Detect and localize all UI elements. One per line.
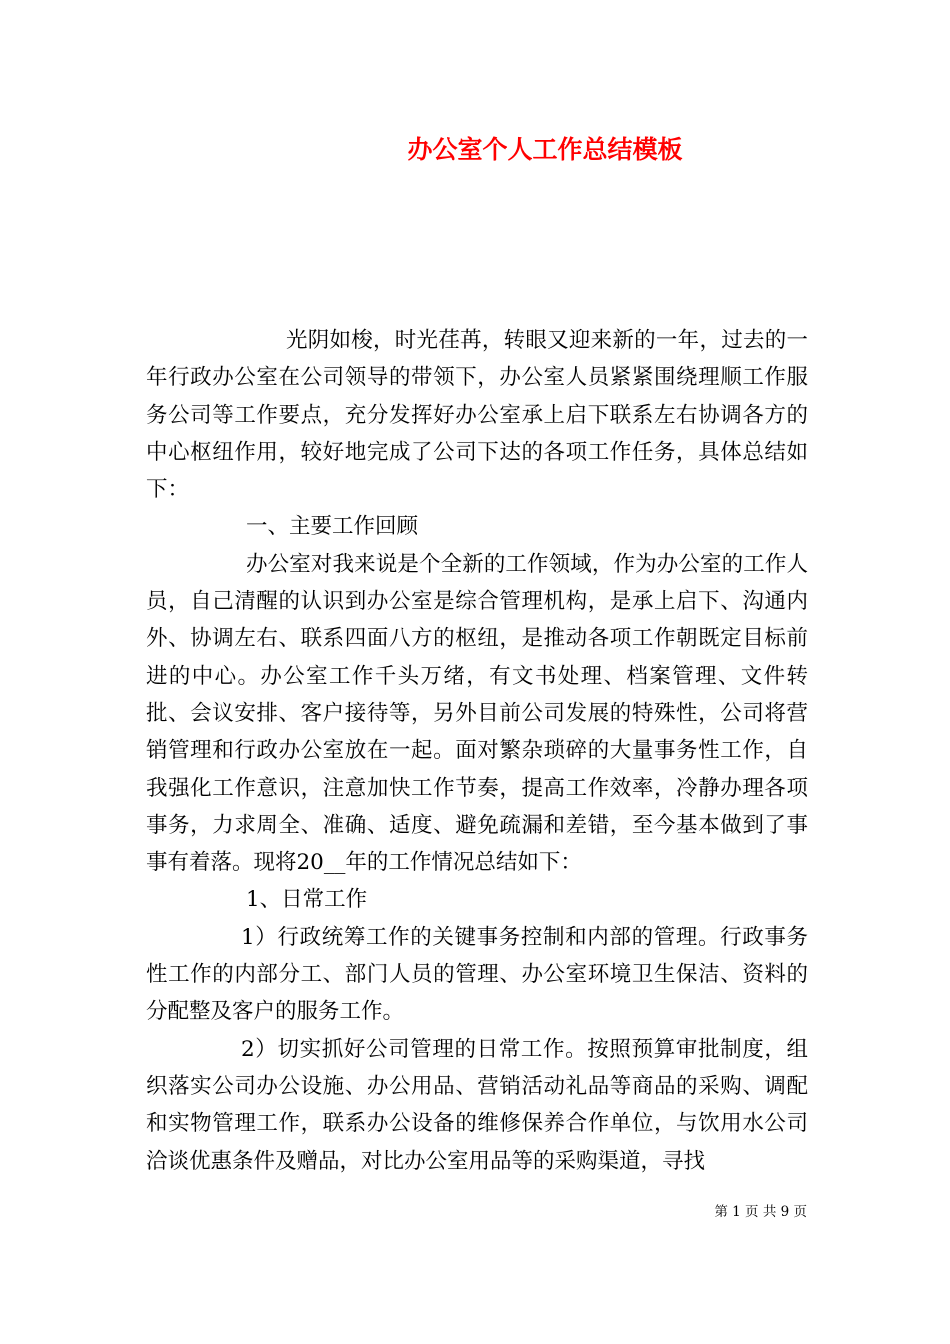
document-body bbox=[146, 322, 808, 1180]
document-title: 办公室个人工作总结模板 bbox=[407, 135, 683, 164]
review-paragraph: 办公室对我来说是个全新的工作领域，作为办公室的工作人员，自己清醒的认识到办公室是综合管理机构，是承上启下、沟通内外、协调左右、联系四面八方的枢纽，是推动各项工作朝既定目标前进的中心。办公室工作千头万绪，有文书处理、档案管理、文件转批、会议安排、客户接待等，另外目前公司发展的特殊性，公司将营销管理和行政办公室放在一起。面对繁杂琐碎的大量事务性工作，自我强化工作意识，注意加快工作节奏，提高工作效率，冷静办理各项事务，力求周全、准确、适度、避免疏漏和差错，至今基本做到了事事有着落。现将20__年的工作情况总结如下： bbox=[146, 551, 808, 876]
subsection-heading-daily-work: 1、日常工作 bbox=[246, 887, 368, 913]
intro-paragraph: 光阴如梭，时光荏苒，转眼又迎来新的一年，过去的一年行政办公室在公司领导的带领下，办公室人员紧紧围绕理顺工作服务公司等工作要点，充分发挥好办公室承上启下联系左右协调各方的中心枢纽作用，较好地完成了公司下达的各项工作任务，具体总结如下： bbox=[146, 328, 808, 503]
section-heading-review: 一、主要工作回顾 bbox=[246, 514, 419, 540]
daily-work-item-2: 2）切实抓好公司管理的日常工作。按照预算审批制度，组织落实公司办公设施、办公用品、营销活动礼品等商品的采购、调配和实物管理工作，联系办公设备的维修保养合作单位，与饮用水公司洽谈优惠条件及赠品，对比办公室用品等的采购渠道，寻找 bbox=[146, 1036, 808, 1174]
daily-work-item-1: 1）行政统筹工作的关键事务控制和内部的管理。行政事务性工作的内部分工、部门人员的管理、办公室环境卫生保洁、资料的分配整及客户的服务工作。 bbox=[146, 924, 808, 1025]
page-number-footer: 第 1 页 共 9 页 bbox=[714, 1204, 807, 1220]
